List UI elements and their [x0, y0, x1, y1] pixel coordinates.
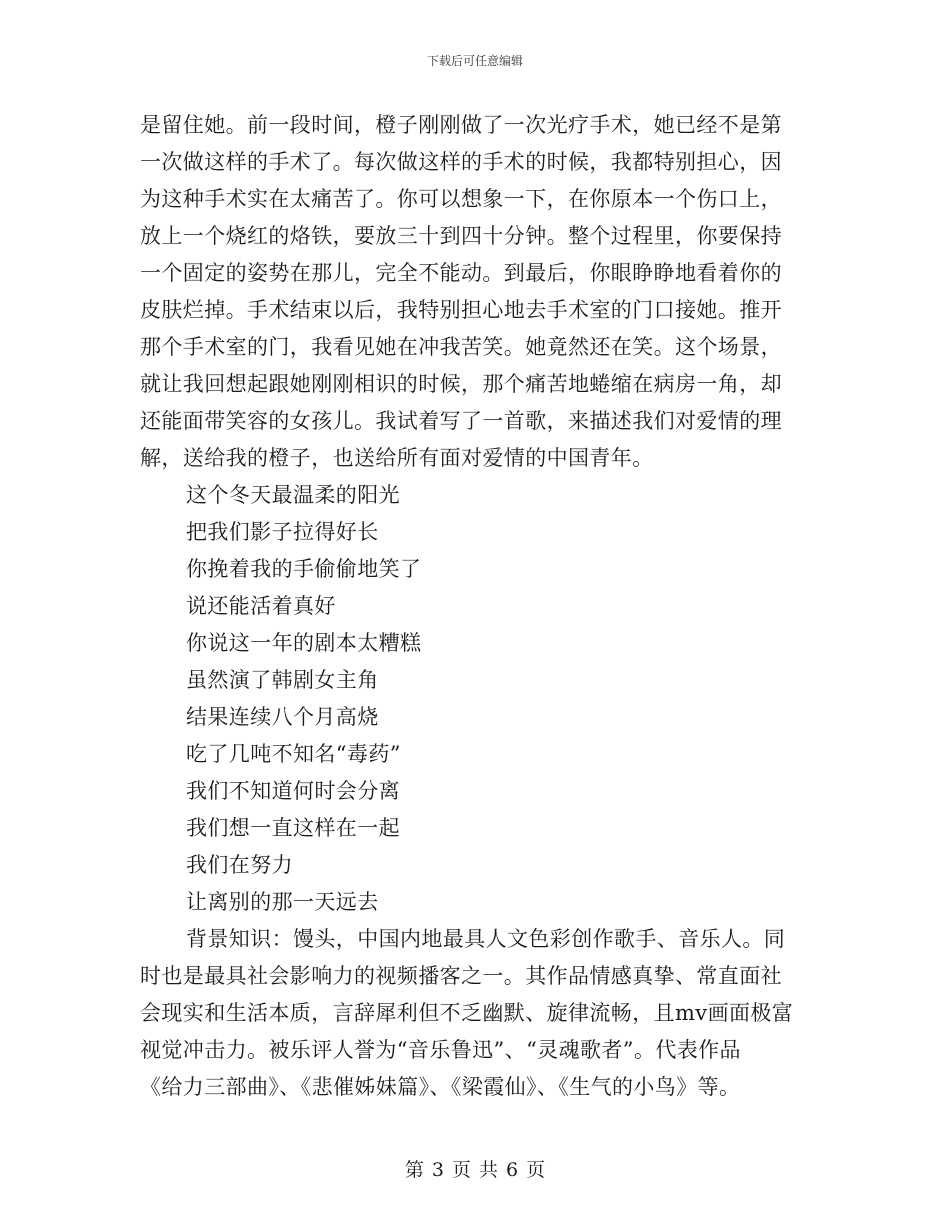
text-line: 放上一个烧红的烙铁，要放三十到四十分钟。整个过程里，你要保持: [140, 224, 782, 248]
text-line: 《给力三部曲》、《悲催姊妹篇》、《梁霞仙》、《生气的小鸟》等。: [140, 1075, 741, 1099]
text-line: 会现实和生活本质，言辞犀利但不乏幽默、旋律流畅，且mv画面极富: [140, 1001, 794, 1025]
lyric-line: 把我们影子拉得好长: [186, 520, 379, 544]
text-line: 皮肤烂掉。手术结束以后，我特别担心地去手术室的门口接她。推开: [140, 298, 782, 322]
lyric-line: 我们不知道何时会分离: [186, 779, 400, 803]
text-line: 视觉冲击力。被乐评人誉为“音乐鲁迅”、“灵魂歌者”。代表作品: [140, 1038, 741, 1062]
lyric-line: 让离别的那一天远去: [186, 890, 379, 914]
lyric-line: 虽然演了韩剧女主角: [186, 668, 379, 692]
page-header: 下载后可任意编辑: [426, 54, 523, 68]
text-line: 时也是最具社会影响力的视频播客之一。其作品情感真挚、常直面社: [140, 964, 782, 988]
total-pages-number: 6: [506, 1159, 519, 1181]
document-body: [140, 107, 815, 1106]
lyric-line: 这个冬天最温柔的阳光: [186, 483, 400, 507]
page-label-prefix: 第: [404, 1159, 424, 1181]
total-unit: 页: [526, 1159, 546, 1181]
lyric-line: 结果连续八个月高烧: [186, 705, 379, 729]
text-line: 是留住她。前一段时间，橙子刚刚做了一次光疗手术，她已经不是第: [140, 113, 782, 137]
text-line: 背景知识：馒头，中国内地最具人文色彩创作歌手、音乐人。同: [186, 927, 786, 951]
paragraph-story: [140, 107, 815, 477]
page-footer: [0, 1155, 950, 1182]
lyric-line: 你说这一年的剧本太糟糕: [186, 631, 422, 655]
paragraph-background: [140, 921, 815, 1106]
lyric-line: 你挽着我的手偷偷地笑了: [186, 557, 422, 581]
text-line: 一个固定的姿势在那儿，完全不能动。到最后，你眼睁睁地看着你的: [140, 261, 782, 285]
total-label: 共: [479, 1159, 499, 1181]
song-lyrics: [140, 477, 815, 921]
lyric-line: 我们在努力: [186, 853, 293, 877]
page-unit: 页: [451, 1159, 471, 1181]
lyric-line: 吃了几吨不知名“毒药”: [186, 742, 401, 766]
text-line: 为这种手术实在太痛苦了。你可以想象一下，在你原本一个伤口上，: [140, 187, 782, 211]
text-line: 解，送给我的橙子，也送给所有面对爱情的中国青年。: [140, 446, 654, 470]
text-line: 一次做这样的手术了。每次做这样的手术的时候，我都特别担心，因: [140, 150, 782, 174]
text-line: 那个手术室的门，我看见她在冲我苦笑。她竟然还在笑。这个场景，: [140, 335, 782, 359]
current-page-number: 3: [431, 1159, 444, 1181]
lyric-line: 我们想一直这样在一起: [186, 816, 400, 840]
text-line: 就让我回想起跟她刚刚相识的时候，那个痛苦地蜷缩在病房一角，却: [140, 372, 782, 396]
lyric-line: 说还能活着真好: [186, 594, 336, 618]
text-line: 还能面带笑容的女孩儿。我试着写了一首歌，来描述我们对爱情的理: [140, 409, 782, 433]
